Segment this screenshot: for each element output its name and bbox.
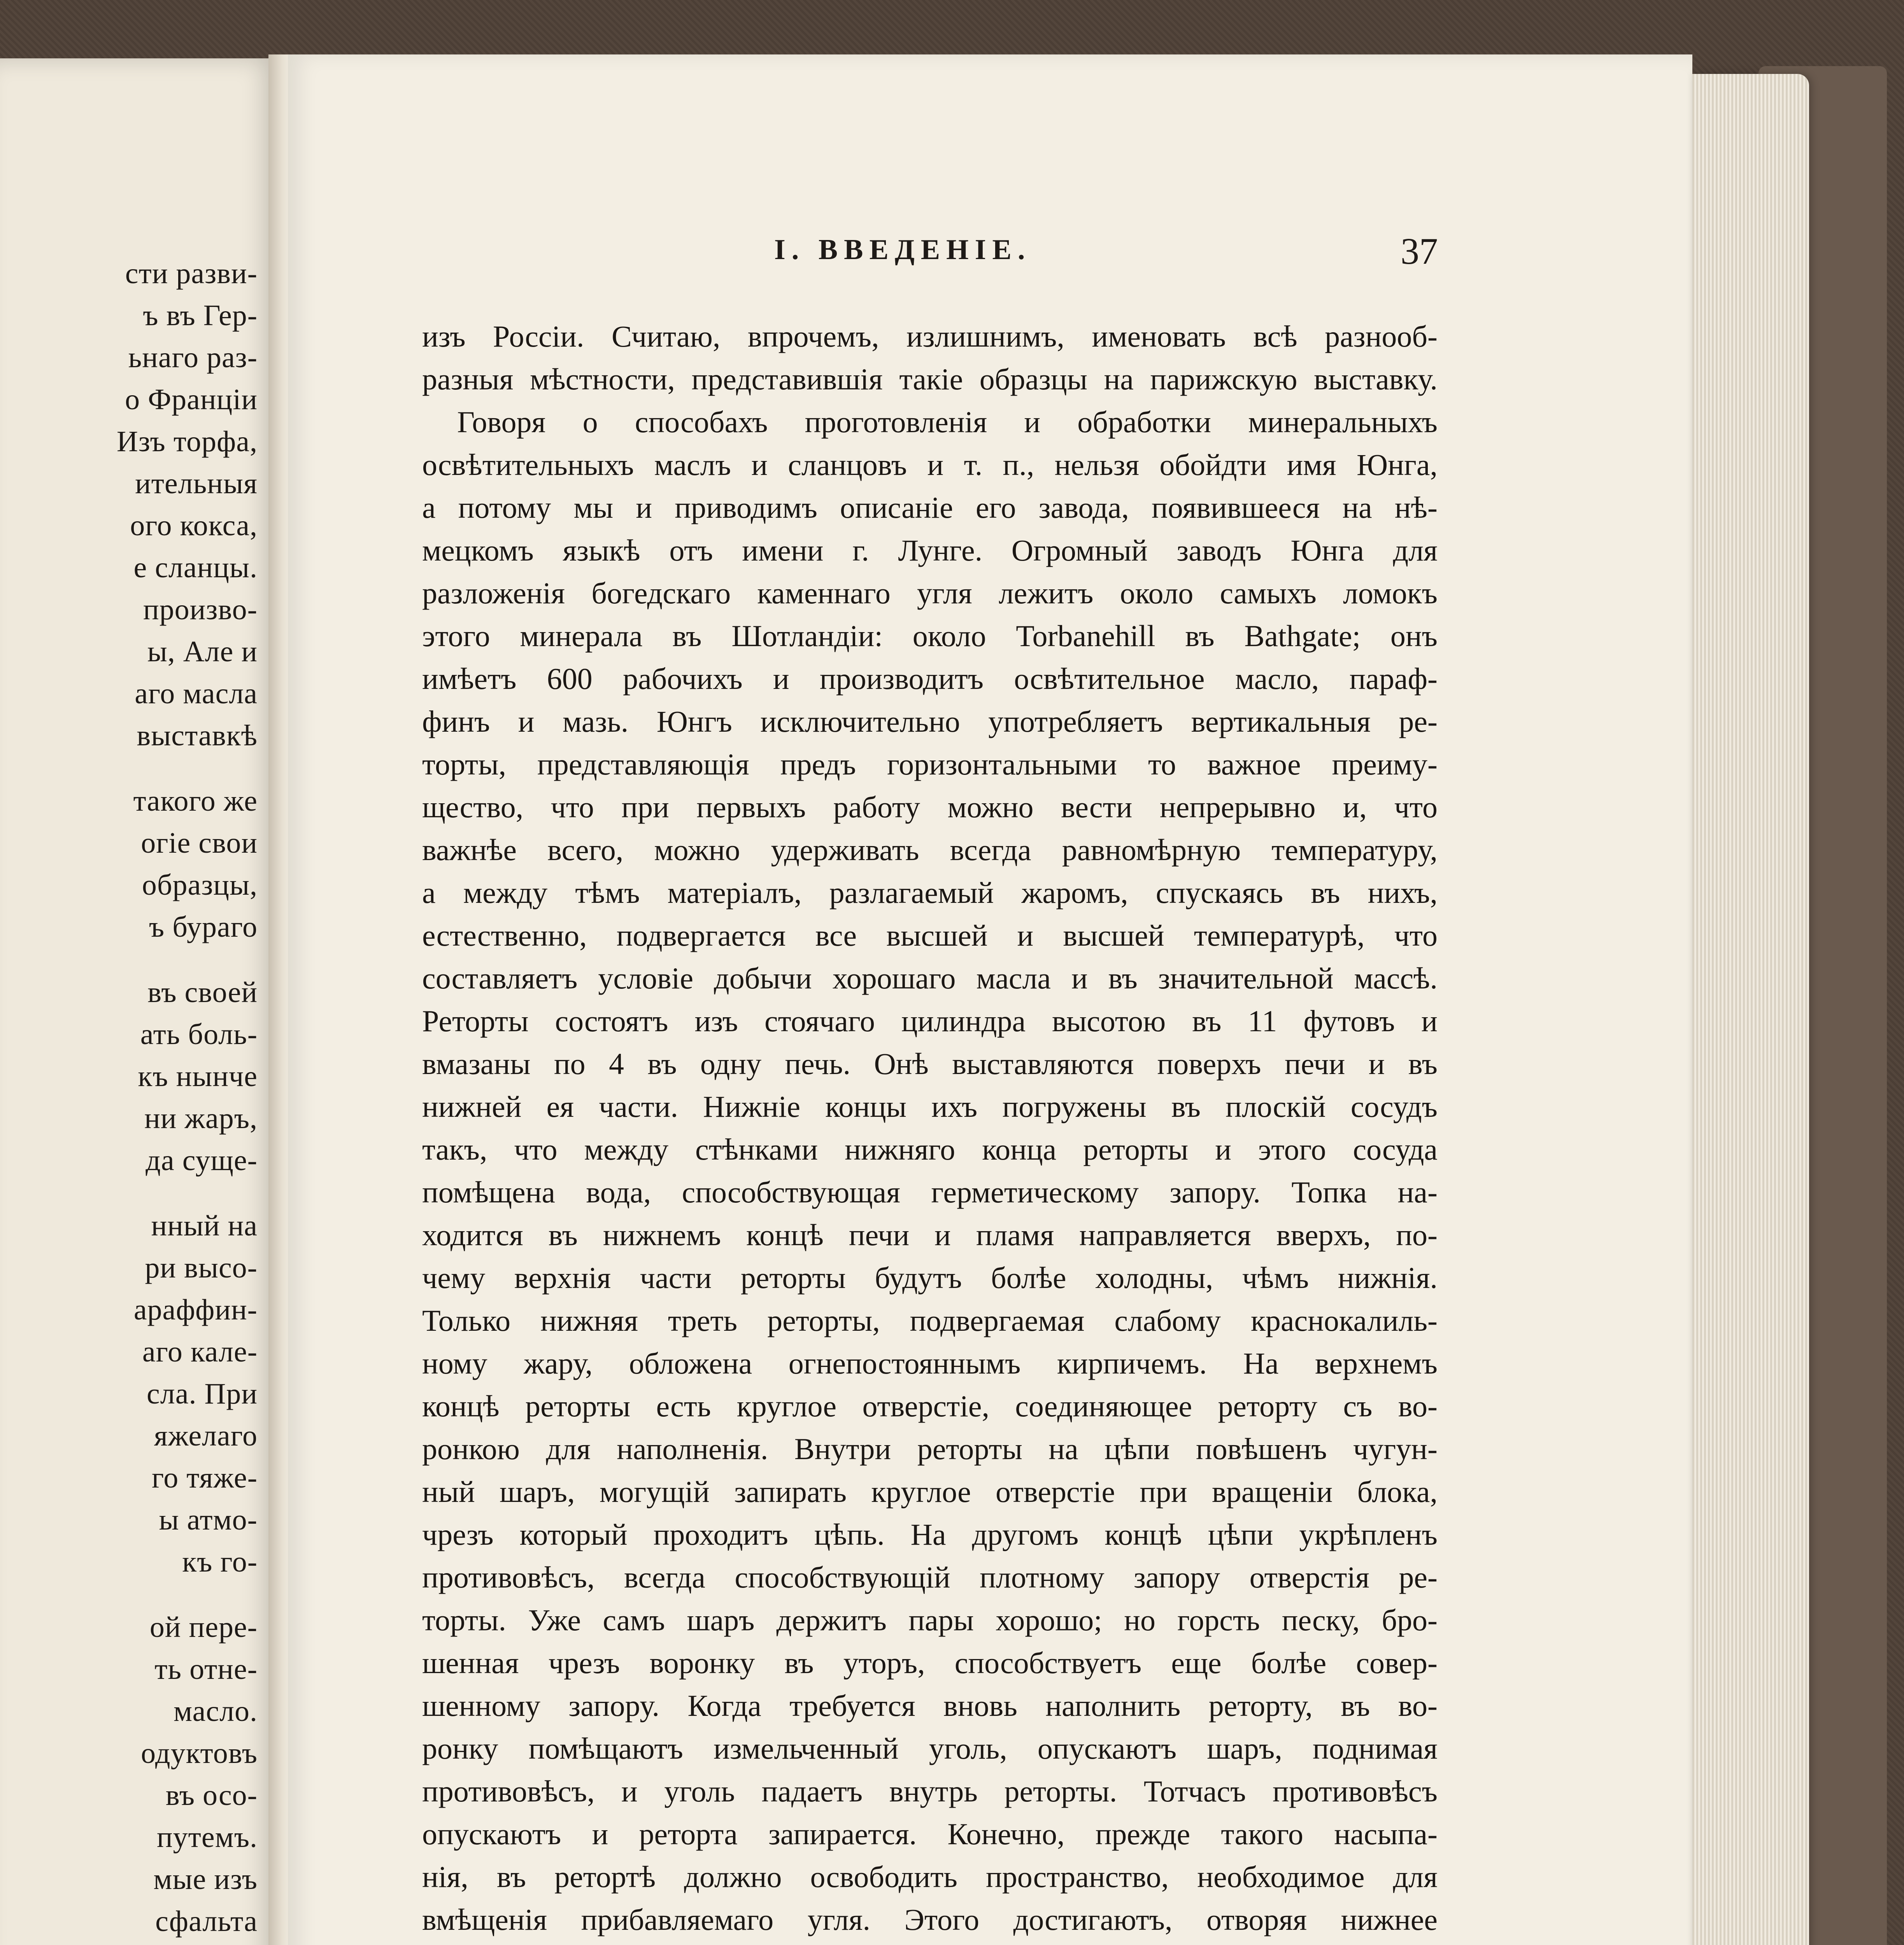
left-page-line: ъ бураго [149, 911, 258, 943]
text-line: а между тѣмъ матеріалъ, разлагаемый жаромъ, спускаясь въ нихъ, [422, 876, 1438, 909]
text-line: разныя мѣстности, представившія такіе образцы на парижскую выставку. [422, 362, 1438, 396]
left-page-line: сти разви- [125, 257, 258, 290]
left-page-line: къ го- [182, 1545, 258, 1578]
left-page-line: огіе свои [141, 827, 258, 859]
text-line: мецкомъ языкѣ отъ имени г. Лунге. Огромный заводъ Юнга для [422, 533, 1438, 567]
left-page-line: яжелаго [154, 1419, 258, 1452]
left-page-line: ри высо- [145, 1251, 258, 1284]
text-line: торты. Уже самъ шаръ держитъ пары хорошо; но горсть песку, бро- [422, 1603, 1438, 1637]
left-page-line: произво- [143, 593, 258, 626]
text-line: Только нижняя треть реторты, подвергаемая слабому краснокалиль- [422, 1304, 1438, 1337]
text-line: шенная чрезъ воронку въ уторъ, способствуетъ еще болѣе совер- [422, 1646, 1438, 1680]
left-page-line: сфальта [155, 1905, 258, 1938]
text-line: торты, представляющія предъ горизонтальными то важное преиму- [422, 747, 1438, 781]
left-page-line: масло. [174, 1695, 258, 1728]
text-line: Реторты состоятъ изъ стоячаго цилиндра высотою въ 11 футовъ и [422, 1004, 1438, 1038]
text-line: вмѣщенія прибавляемаго угля. Этого достигаютъ, отворяя нижнее [422, 1903, 1438, 1936]
text-line: нижней ея части. Нижніе концы ихъ погружены въ плоскій сосудъ [422, 1090, 1438, 1123]
left-page-line: ать боль- [140, 1018, 258, 1051]
left-page-line: въ осо- [165, 1779, 258, 1812]
text-line: изъ Россіи. Считаю, впрочемъ, излишнимъ, именовать всѣ разнооб- [422, 319, 1438, 353]
text-line: ронкою для наполненія. Внутри реторты на цѣпи повѣшенъ чугун- [422, 1432, 1438, 1466]
left-page-line: аго масла [135, 677, 258, 710]
text-line: противовѣсъ, и уголь падаетъ внутрь реторты. Тотчасъ противовѣсъ [422, 1774, 1438, 1808]
text-line: освѣтительныхъ маслъ и сланцовъ и т. п., нельзя обойдти имя Юнга, [422, 448, 1438, 482]
running-header: I. ВВЕДЕНIЕ. [774, 234, 1031, 266]
left-page-line: ы, Але и [147, 635, 258, 668]
text-line: шенному запору. Когда требуется вновь наполнить реторту, въ во- [422, 1689, 1438, 1722]
left-page-line: въ своей [147, 976, 258, 1009]
left-page-line: о Франціи [125, 383, 258, 416]
left-page-line: одуктовъ [141, 1737, 258, 1770]
text-line: противовѣсъ, всегда способствующій плотному запору отверстія ре- [422, 1560, 1438, 1594]
text-line: имѣетъ 600 рабочихъ и производитъ освѣтительное масло, параф- [422, 662, 1438, 696]
text-line: важнѣе всего, можно удерживать всегда равномѣрную температуру, [422, 833, 1438, 867]
left-page-line: образцы, [142, 869, 258, 901]
left-page-line: Изъ торфа, [116, 425, 258, 458]
text-line: нія, въ ретортѣ должно освободить пространство, необходимое для [422, 1860, 1438, 1894]
left-page-line: ительныя [135, 467, 258, 500]
text-line [422, 1941, 1438, 1945]
body-text [422, 315, 1438, 1945]
text-line: естественно, подвергается все высшей и высшей температурѣ, что [422, 918, 1438, 952]
text-line: чему верхнія части реторты будутъ болѣе холодны, чѣмъ нижнія. [422, 1261, 1438, 1295]
left-page-line: аго кале- [142, 1335, 258, 1368]
text-line: помѣщена вода, способствующая герметическому запору. Топка на- [422, 1175, 1438, 1209]
text-line: а потому мы и приводимъ описаніе его завода, появившееся на нѣ- [422, 491, 1438, 524]
left-page-line: го тяже- [152, 1461, 258, 1494]
left-page-line: ни жаръ, [144, 1102, 258, 1135]
left-page-line: е сланцы. [133, 551, 258, 584]
left-page-line: ы атмо- [159, 1503, 258, 1536]
left-page-line: араффин- [133, 1293, 258, 1326]
text-line: опускаютъ и реторта запирается. Конечно, прежде такого насыпа- [422, 1817, 1438, 1851]
left-page-line: къ нынче [138, 1060, 258, 1093]
text-line: Говоря о способахъ проготовленія и обработки минеральныхъ [457, 405, 1438, 439]
text-line: этого минерала въ Шотландіи: около Torbanehill въ Bathgate; онъ [422, 619, 1438, 653]
text-line: ному жару, обложена огнепостояннымъ кирпичемъ. На верхнемъ [422, 1346, 1438, 1380]
text-line: ходится въ нижнемъ концѣ печи и пламя направляется вверхъ, по- [422, 1218, 1438, 1252]
text-line: ный шаръ, могущій запирать круглое отверстіе при вращеніи блока, [422, 1475, 1438, 1509]
left-page-line: выставкѣ [137, 719, 258, 752]
text-line: составляетъ условіе добычи хорошаго масла и въ значительной массѣ. [422, 961, 1438, 995]
page-edges [1692, 74, 1809, 1945]
left-page-line: нный на [151, 1209, 258, 1242]
text-line: щество, что при первыхъ работу можно вести непрерывно и, что [422, 790, 1438, 824]
text-line: концѣ реторты есть круглое отверстіе, соединяющее реторту съ во- [422, 1389, 1438, 1423]
left-page [0, 58, 280, 1945]
left-page-line: ьнаго раз- [128, 341, 258, 374]
page-number: 37 [1401, 230, 1438, 272]
left-page-line: такого же [133, 785, 258, 817]
left-page-line: сла. При [147, 1377, 258, 1410]
text-line: финъ и мазь. Юнгъ исключительно употребляетъ вертикальныя ре- [422, 704, 1438, 738]
text-line: чрезъ который проходитъ цѣпь. На другомъ концѣ цѣпи укрѣпленъ [422, 1517, 1438, 1551]
left-page-line: ой пере- [149, 1611, 258, 1644]
left-page-line: ого кокса, [130, 509, 258, 542]
left-page-line: мые изъ [153, 1863, 258, 1896]
text-line: разложенія богедскаго каменнаго угля лежитъ около самыхъ ломокъ [422, 576, 1438, 610]
left-page-line: да суще- [146, 1144, 258, 1177]
left-page-line: путемъ. [156, 1821, 258, 1854]
left-page-line: ъ въ Гер- [143, 299, 258, 332]
left-page-line: ть отне- [154, 1653, 258, 1686]
text-line: такъ, что между стѣнками нижняго конца реторты и этого сосуда [422, 1132, 1438, 1166]
text-line: вмазаны по 4 въ одну печь. Онѣ выставляются поверхъ печи и въ [422, 1047, 1438, 1081]
text-line: ронку помѣщаютъ измельченный уголь, опускаютъ шаръ, поднимая [422, 1731, 1438, 1765]
